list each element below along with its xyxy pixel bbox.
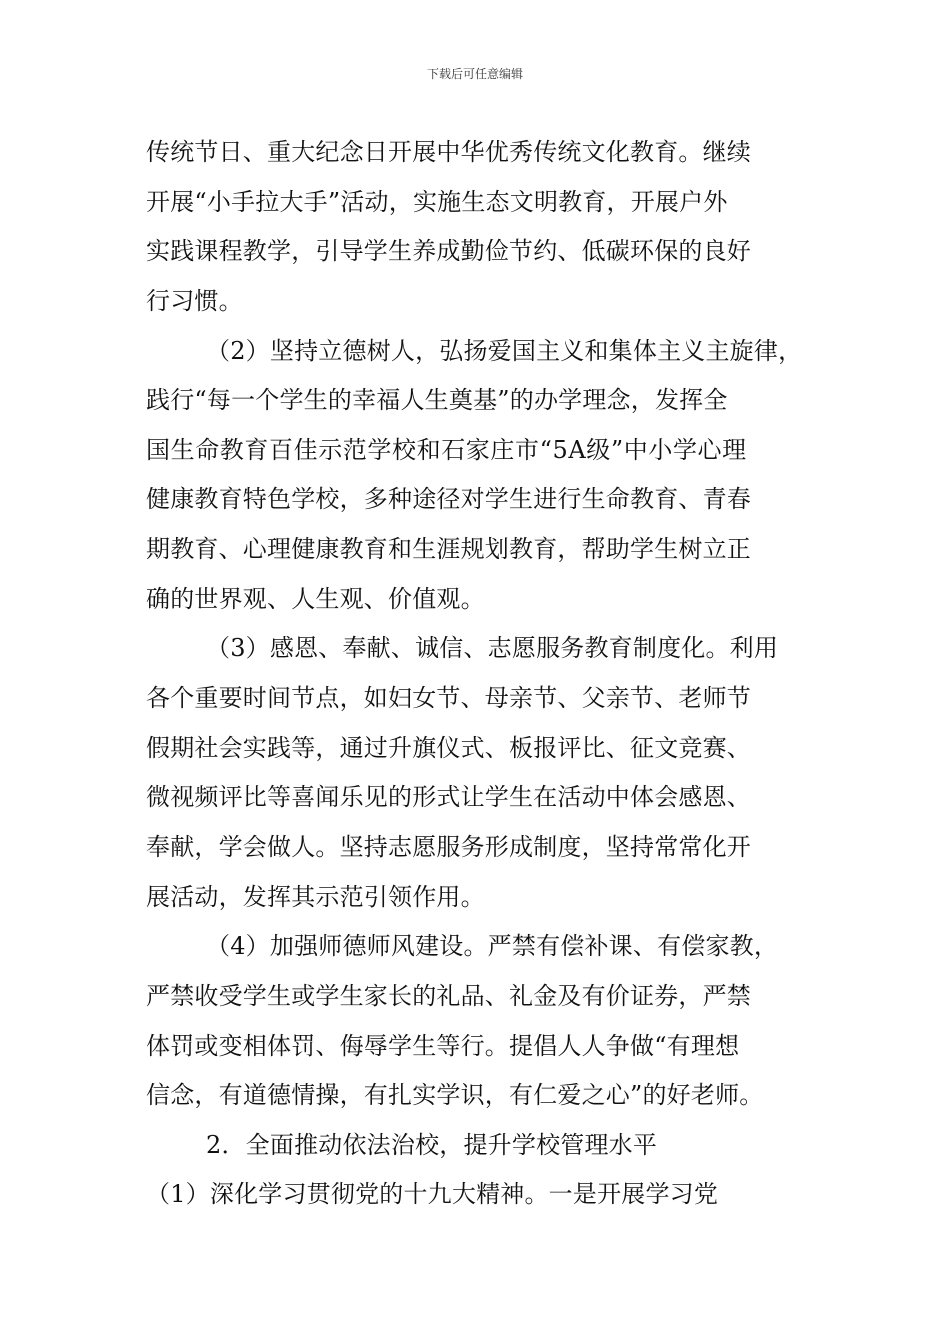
text-line: 实践课程教学，引导学生养成勤俭节约、低碳环保的良好 [146,237,751,266]
section-heading: 2．全面推动依法治校，提升学校管理水平 [206,1130,658,1159]
text-line: 行习惯。 [146,286,243,315]
paragraph-3-first-line: （3）感恩、奉献、诚信、志愿服务教育制度化。利用 [206,634,779,663]
text-line: （1）深化学习贯彻党的十九大精神。一是开展学习党 [146,1180,719,1209]
text-line: 体罚或变相体罚、侮辱学生等行。提倡人人争做“有理想 [146,1031,740,1060]
text-line: 开展“小手拉大手”活动，实施生态文明教育，开展户外 [146,187,728,216]
text-line: 国生命教育百佳示范学校和石家庄市“5A级”中小学心理 [146,435,747,464]
text-line: 健康教育特色学校，多种途径对学生进行生命教育、青春 [146,485,751,514]
text-line: 信念，有道德情操，有扎实学识，有仁爱之心”的好老师。 [146,1081,764,1110]
text-line: 严禁收受学生或学生家长的礼品、礼金及有价证券，严禁 [146,981,751,1010]
paragraph-2-first-line: （2）坚持立德树人，弘扬爱国主义和集体主义主旋律， [206,336,803,365]
text-line: 假期社会实践等，通过升旗仪式、板报评比、征文竞赛、 [146,733,751,762]
text-line: 期教育、心理健康教育和生涯规划教育，帮助学生树立正 [146,535,751,564]
text-line: 践行“每一个学生的幸福人生奠基”的办学理念，发挥全 [146,386,728,415]
text-line: 各个重要时间节点，如妇女节、母亲节、父亲节、老师节 [146,684,751,713]
page-header: 下载后可任意编辑 [426,67,523,81]
document-body [146,128,810,1220]
text-line: 展活动，发挥其示范引领作用。 [146,882,485,911]
text-line: 奉献，学会做人。坚持志愿服务形成制度，坚持常常化开 [146,832,751,861]
text-line: 确的世界观、人生观、价值观。 [146,584,485,613]
paragraph-4-first-line: （4）加强师德师风建设。严禁有偿补课、有偿家教， [206,932,779,961]
text-line: 传统节日、重大纪念日开展中华优秀传统文化教育。继续 [146,138,751,166]
text-line: 微视频评比等喜闻乐见的形式让学生在活动中体会感恩、 [146,783,751,812]
